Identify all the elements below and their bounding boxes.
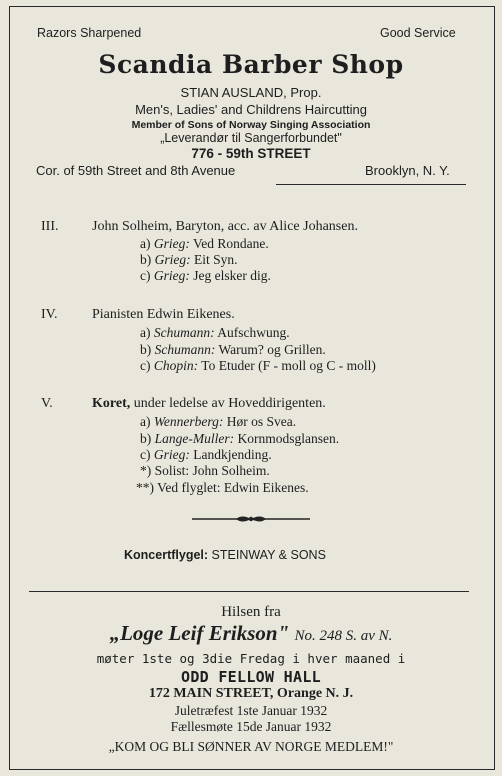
list-item: c) Grieg: Jeg elsker dig. xyxy=(140,268,271,283)
hall-name: ODD FELLOW HALL xyxy=(181,668,321,686)
city-text: Brooklyn, N. Y. xyxy=(365,163,450,178)
corner-text: Cor. of 59th Street and 8th Avenue xyxy=(36,163,236,178)
razors-sharpened-text: Razors Sharpened xyxy=(37,26,142,40)
good-service-text: Good Service xyxy=(380,26,456,40)
piano-line: Koncertflygel: STEINWAY & SONS xyxy=(124,548,326,562)
program-title-3: John Solheim, Baryton, acc. av Alice Johansen. xyxy=(92,219,358,234)
list-item: b) Schumann: Warum? og Grillen. xyxy=(140,342,326,357)
supplier: „Leverandør til Sangerforbundet" xyxy=(160,131,342,145)
header-rule xyxy=(276,184,466,185)
program-numeral-3: III. xyxy=(41,219,59,234)
hall-address: 172 MAIN STREET, Orange N. J. xyxy=(148,686,354,701)
program-title-4: Pianisten Edwin Eikenes. xyxy=(92,307,235,322)
meeting-schedule: møter 1ste og 3die Fredag i hver maaned i xyxy=(96,651,406,666)
list-item: b) Lange-Muller: Kornmodsglansen. xyxy=(140,431,340,446)
ornament-divider-icon xyxy=(192,512,310,526)
footer-rule xyxy=(29,591,469,592)
services: Men's, Ladies' and Childrens Haircutting xyxy=(135,102,367,117)
list-item: **) Ved flyglet: Edwin Eikenes. xyxy=(136,480,309,495)
list-item: a) Schumann: Aufschwung. xyxy=(140,325,290,340)
list-item: a) Wennerberg: Hør os Svea. xyxy=(140,414,297,429)
list-item: *) Solist: John Solheim. xyxy=(140,463,270,478)
list-item: a) Grieg: Ved Rondane. xyxy=(140,236,269,251)
shop-name: Scandia Barber Shop xyxy=(98,50,404,79)
event-christmas: Juletræfest 1ste Januar 1932 xyxy=(174,703,328,718)
proprietor: STIAN AUSLAND, Prop. xyxy=(180,85,322,100)
list-item: c) Grieg: Landkjending. xyxy=(140,447,272,462)
program-title-5: Koret, under ledelse av Hoveddirigenten. xyxy=(92,396,326,411)
list-item: b) Grieg: Eit Syn. xyxy=(140,252,238,267)
greeting: Hilsen fra xyxy=(221,604,281,620)
membership-slogan: „KOM OG BLI SØNNER AV NORGE MEDLEM!" xyxy=(108,739,394,754)
lodge-name: „Loge Leif Erikson" No. 248 S. av N. xyxy=(109,621,393,645)
event-meeting: Fællesmøte 15de Januar 1932 xyxy=(170,719,332,734)
program-numeral-5: V. xyxy=(41,396,53,411)
program-numeral-4: IV. xyxy=(41,307,58,322)
list-item: c) Chopin: To Etuder (F - moll og C - moll) xyxy=(140,358,376,373)
shop-address: 776 - 59th STREET xyxy=(191,146,311,161)
membership: Member of Sons of Norway Singing Association xyxy=(131,119,371,131)
